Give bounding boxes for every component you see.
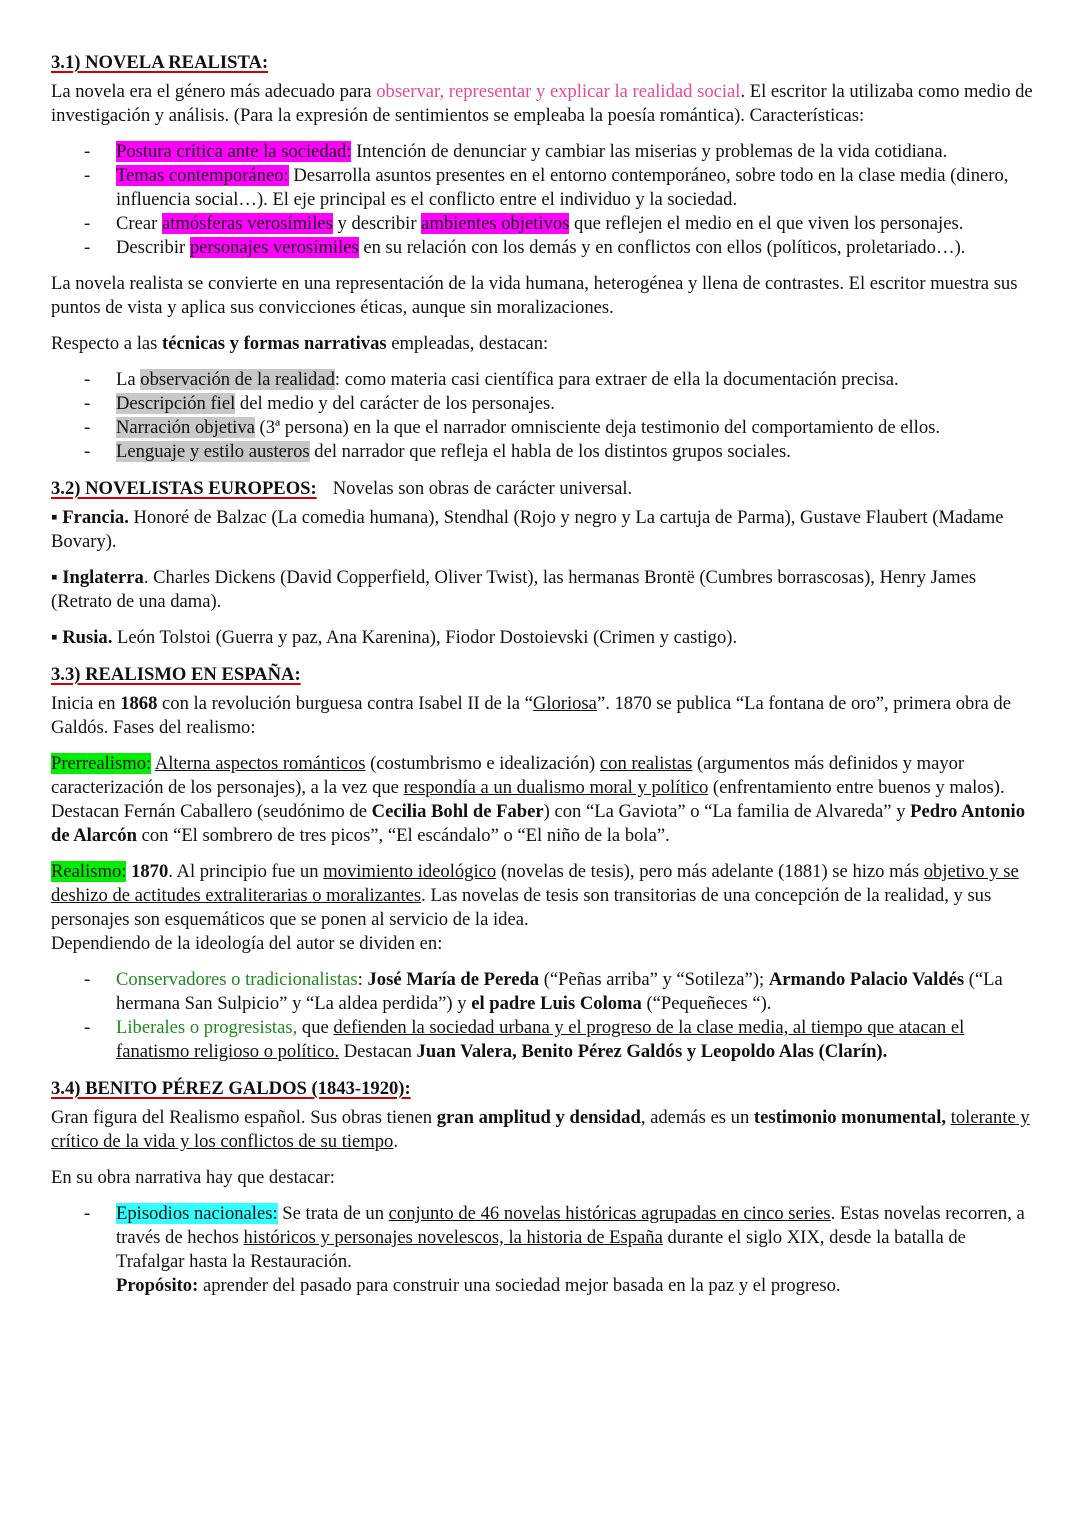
document-page <box>51 50 1036 1310</box>
country-francia: ▪ Francia. Honoré de Balzac (La comedia humana), Stendhal (Rojo y negro y La cartuja de Parma), Gustave Flaubert (Madame Bovary). <box>51 507 1004 552</box>
list-item: - La observación de la realidad: como materia casi científica para extraer de ella la documentación precisa. <box>51 368 1036 392</box>
list-item: - Describir personajes verosímiles en su relación con los demás y en conflictos con ellos (políticos, proletariado…). <box>51 236 1036 260</box>
paragraph-prerrealismo: Prerrealismo: Alterna aspectos románticos (costumbrismo e idealización) con realistas (argumentos más definidos y mayor caracterización de los personajes), a la vez que respondía a un dualismo moral y político (enfrentamiento entre buenos y malos). Destacan Fernán Caballero (seudónimo de Cecilia Bohl de Faber) con “La Gaviota” o “La familia de Alvareda” y Pedro Antonio de Alarcón con “El sombrero de tres picos”, “El escándalo” o “El niño de la bola”. <box>51 753 1026 846</box>
list-item: - Postura crítica ante la sociedad: Intención de denunciar y cambiar las miserias y problemas de la vida cotidiana. <box>51 140 1036 164</box>
paragraph-inicio: Inicia en 1868 con la revolución burguesa contra Isabel II de la “Gloriosa”. 1870 se publica “La fontana de oro”, primera obra de Galdós. Fases del realismo: <box>51 693 1011 738</box>
techniques-list <box>51 368 1036 464</box>
paragraph-obra-narrativa: En su obra narrativa hay que destacar: <box>51 1167 335 1188</box>
pink-phrase: observar, representar y explicar la realidad social <box>376 81 741 102</box>
list-item: - Lenguaje y estilo austeros del narrador que refleja el habla de los distintos grupos sociales. <box>51 440 1036 464</box>
country-rusia: ▪ Rusia. León Tolstoi (Guerra y paz, Ana Karenina), Fiodor Dostoievski (Crimen y castigo). <box>51 627 738 648</box>
list-item: - Narración objetiva (3ª persona) en la que el narrador omnisciente deja testimonio del comportamiento de ellos. <box>51 416 1036 440</box>
list-item: - Descripción fiel del medio y del carácter de los personajes. <box>51 392 1036 416</box>
paragraph-galdos: Gran figura del Realismo español. Sus obras tienen gran amplitud y densidad, además es un testimonio monumental, tolerante y crítico de la vida y los conflictos de su tiempo. <box>51 1107 1030 1152</box>
list-item: - Episodios nacionales: Se trata de un conjunto de 46 novelas históricas agrupadas en cinco series. Estas novelas recorren, a través de hechos históricos y personajes novelescos, la historia de España durante el siglo XIX, desde la batalla de Trafalgar hasta la Restauración. Propósito: aprender del pasado para construir una sociedad mejor basada en la paz y el progreso. <box>51 1202 1036 1298</box>
list-item: - Conservadores o tradicionalistas: José María de Pereda (“Peñas arriba” y “Sotileza”); Armando Palacio Valdés (“La hermana San Sulpicio” y “La aldea perdida”) y el padre Luis Coloma (“Pequeñeces “). <box>51 968 1036 1016</box>
list-item: - Temas contemporáneo: Desarrolla asuntos presentes en el entorno contemporáneo, sobre todo en la clase media (dinero, influencia social…). El eje principal es el conflicto entre el individuo y la sociedad. <box>51 164 1036 212</box>
ideology-list <box>51 968 1036 1064</box>
galdos-works-list <box>51 1202 1036 1298</box>
section-heading-realismo-espana: 3.3) REALISMO EN ESPAÑA: <box>51 664 301 685</box>
characteristics-list <box>51 140 1036 260</box>
section-heading-novelistas-europeos: 3.2) NOVELISTAS EUROPEOS: Novelas son obras de carácter universal. <box>51 478 633 499</box>
paragraph-realismo: Realismo: 1870. Al principio fue un movimiento ideológico (novelas de tesis), pero más adelante (1881) se hizo más objetivo y se deshizo de actitudes extraliterarias o moralizantes. Las novelas de tesis son transitorias de una concepción de la realidad, y sus personajes son esquemáticos que se ponen al servicio de la idea. Dependiendo de la ideología del autor se dividen en: <box>51 861 1019 954</box>
country-inglaterra: ▪ Inglaterra. Charles Dickens (David Copperfield, Oliver Twist), las hermanas Brontë (Cumbres borrascosas), Henry James (Retrato de una dama). <box>51 567 977 612</box>
paragraph-tecnicas: Respecto a las técnicas y formas narrativas empleadas, destacan: <box>51 333 549 354</box>
paragraph-representacion: La novela realista se convierte en una representación de la vida humana, heterogénea y llena de contrastes. El escritor muestra sus puntos de vista y aplica sus convicciones éticas, aunque sin moralizaciones. <box>51 273 1018 318</box>
list-item: - Liberales o progresistas, que defienden la sociedad urbana y el progreso de la clase media, al tiempo que atacan el fanatismo religioso o político. Destacan Juan Valera, Benito Pérez Galdós y Leopoldo Alas (Clarín). <box>51 1016 1036 1064</box>
list-item: - Crear atmósferas verosímiles y describir ambientes objetivos que reflejen el medio en el que viven los personajes. <box>51 212 1036 236</box>
section-heading-galdos: 3.4) BENITO PÉREZ GALDOS (1843-1920): <box>51 1078 411 1099</box>
section-heading-novela-realista: 3.1) NOVELA REALISTA: <box>51 52 269 73</box>
paragraph-intro-novela: La novela era el género más adecuado para observar, representar y explicar la realidad social. El escritor la utilizaba como medio de investigación y análisis. (Para la expresión de sentimientos se empleaba la poesía romántica). Características: <box>51 81 1033 126</box>
